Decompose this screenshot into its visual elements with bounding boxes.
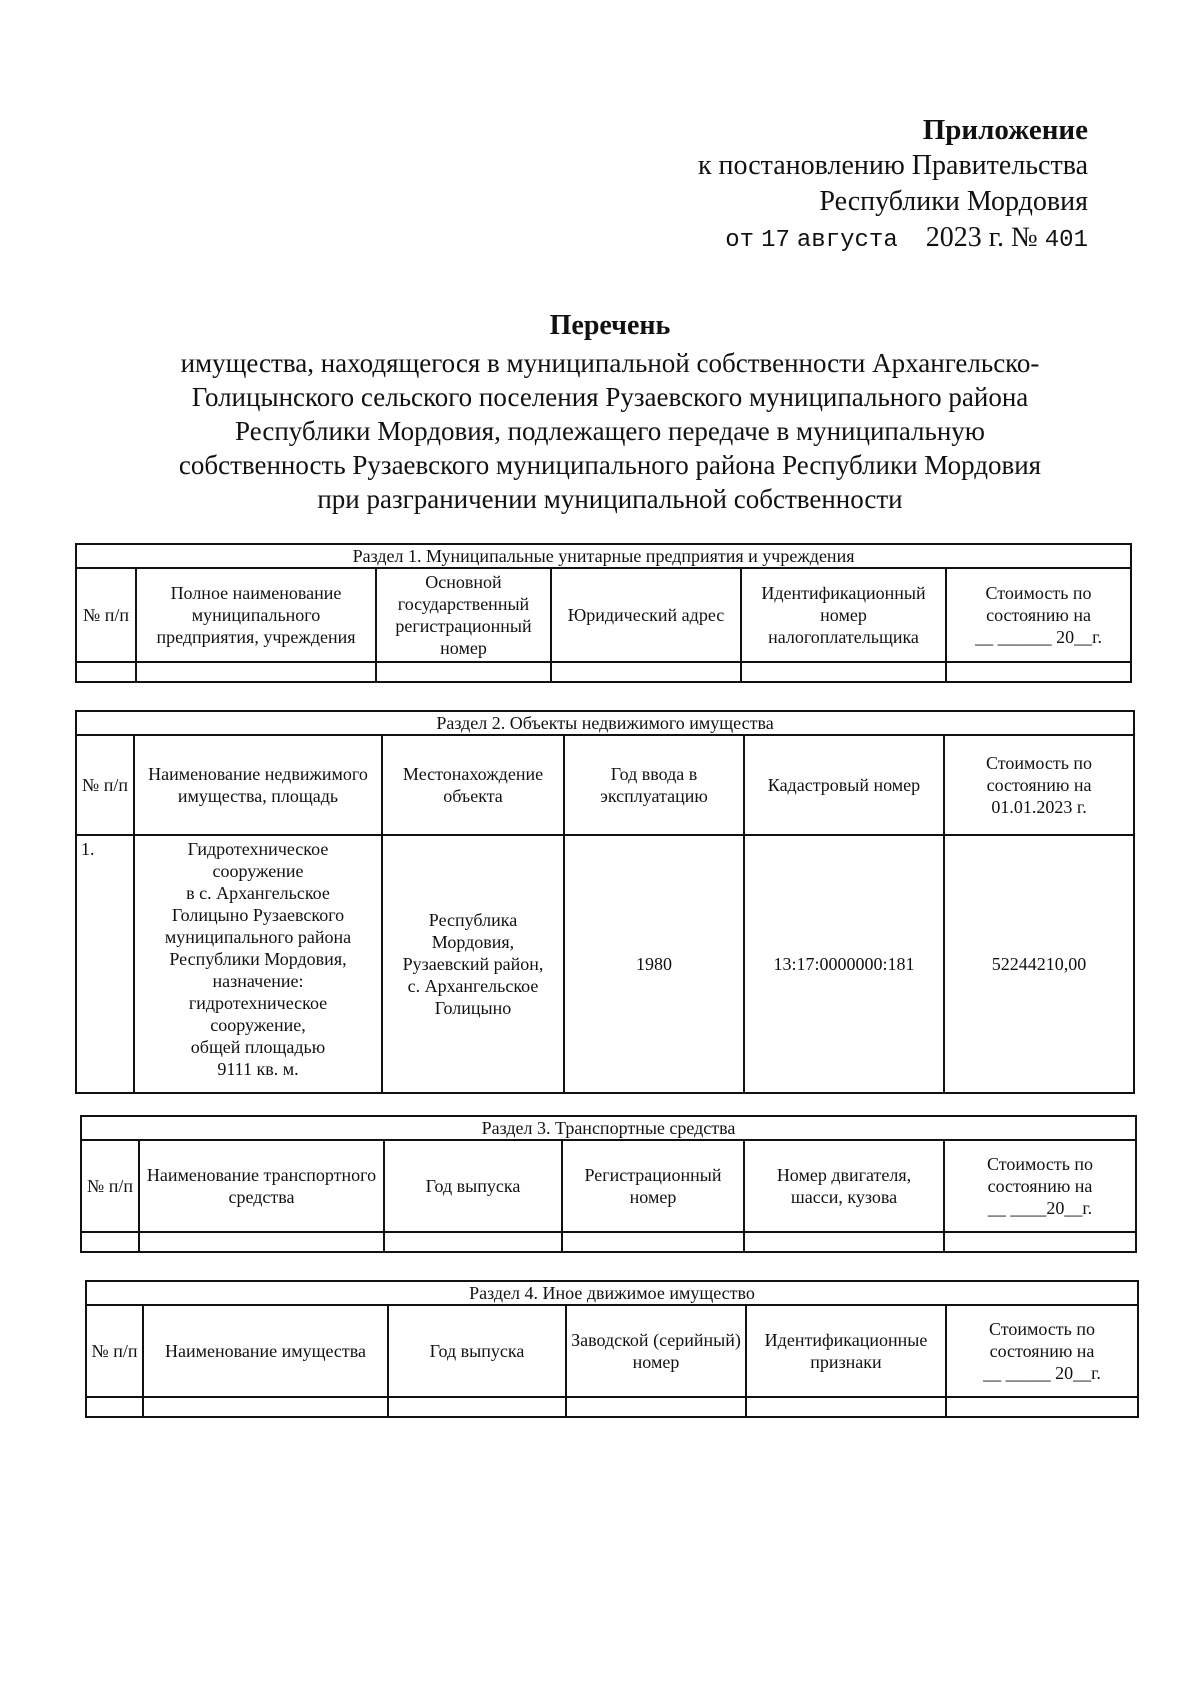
document-title: Перечень (549, 310, 671, 341)
header-cell: № п/п (76, 735, 134, 835)
header-cell: Год выпуска (388, 1305, 566, 1397)
name-line: Гидротехническое (187, 839, 329, 859)
section-2-table (75, 710, 1135, 1094)
header-cell-cost (946, 1305, 1138, 1397)
empty-cell (566, 1397, 746, 1417)
location-line: Рузаевский район, (402, 954, 544, 974)
empty-cell (944, 1232, 1136, 1252)
row-number: 1. (76, 835, 134, 1093)
section-2-title: Раздел 2. Объекты недвижимого имущества (76, 711, 1134, 735)
section-4-title: Раздел 4. Иное движимое имущество (86, 1281, 1138, 1305)
document-heading (110, 308, 1110, 516)
subtitle-line: при разграничении муниципальной собственности (317, 484, 903, 514)
header-cell: Местонахождение объекта (382, 735, 564, 835)
cost-date: __ ____20__г. (987, 1198, 1093, 1218)
header-cell: Стоимость по состоянию на 01.01.2023 г. (944, 735, 1134, 835)
subtitle-line: собственность Рузаевского муниципального района Республики Мордовия (178, 450, 1042, 480)
header-cell: № п/п (81, 1140, 139, 1232)
location-line: с. Архангельское (407, 976, 539, 996)
property-cost: 52244210,00 (944, 835, 1134, 1093)
header-cell: Основной государственный регистрационный номер (376, 568, 551, 662)
empty-cell (388, 1397, 566, 1417)
header-cell: № п/п (86, 1305, 143, 1397)
property-name (134, 835, 382, 1093)
header-cell: № п/п (76, 568, 136, 662)
section-1-table (75, 543, 1132, 683)
appendix-block (698, 112, 1088, 259)
name-line: сооружение (212, 861, 304, 881)
empty-cell (139, 1232, 384, 1252)
date-prefix: от (725, 227, 755, 254)
empty-cell (143, 1397, 388, 1417)
date-month: августа (796, 227, 898, 254)
section-1-title: Раздел 1. Муниципальные унитарные предприятия и учреждения (76, 544, 1131, 568)
name-line: гидротехническое (188, 993, 328, 1013)
section-4-table (85, 1280, 1139, 1418)
section-3-table (80, 1115, 1137, 1253)
header-cell: Полное наименование муниципального предприятия, учреждения (136, 568, 376, 662)
header-cell: Наименование недвижимого имущества, площадь (134, 735, 382, 835)
location-line: Голицыно (434, 998, 512, 1018)
header-cell: Год выпуска (384, 1140, 562, 1232)
location-line: Мордовия, (431, 932, 515, 952)
name-line: сооружение, (210, 1015, 306, 1035)
cadastral-number: 13:17:0000000:181 (744, 835, 944, 1093)
appendix-title: Приложение (922, 114, 1088, 146)
name-line: муниципального района (164, 927, 352, 947)
header-cell-cost (946, 568, 1131, 662)
empty-cell (741, 662, 946, 682)
document-subtitle (110, 346, 1110, 516)
appendix-date-line (698, 220, 1088, 259)
header-cell: Год ввода в эксплуатацию (564, 735, 744, 835)
cost-date: __ ______ 20__г. (975, 627, 1102, 647)
name-line: 9111 кв. м. (217, 1059, 299, 1079)
empty-cell (384, 1232, 562, 1252)
empty-cell (76, 662, 136, 682)
header-cell: Заводской (серийный) номер (566, 1305, 746, 1397)
cost-label: Стоимость по состоянию на (985, 583, 1092, 625)
empty-cell (551, 662, 741, 682)
appendix-line-2: Республики Мордовия (819, 186, 1088, 217)
empty-cell (746, 1397, 946, 1417)
header-cell: Идентификационный номер налогоплательщика (741, 568, 946, 662)
commission-year: 1980 (564, 835, 744, 1093)
appendix-line-1: к постановлению Правительства (697, 150, 1088, 181)
header-cell: Наименование транспортного средства (139, 1140, 384, 1232)
subtitle-line: Республики Мордовия, подлежащего передаче в муниципальную (235, 416, 985, 446)
cost-label: Стоимость по состоянию на (988, 1319, 1096, 1361)
header-cell: Юридический адрес (551, 568, 741, 662)
header-cell: Идентификационные признаки (746, 1305, 946, 1397)
name-line: Голицыно Рузаевского (171, 905, 345, 925)
empty-cell (136, 662, 376, 682)
header-cell: Наименование имущества (143, 1305, 388, 1397)
empty-cell (376, 662, 551, 682)
name-line: назначение: (212, 971, 304, 991)
date-year: 2023 г. № (925, 222, 1038, 253)
subtitle-line: Голицынского сельского поселения Рузаевского муниципального района (191, 382, 1029, 412)
header-cell-cost (944, 1140, 1136, 1232)
empty-cell (946, 1397, 1138, 1417)
header-cell: Кадастровый номер (744, 735, 944, 835)
empty-cell (562, 1232, 744, 1252)
decree-number: 401 (1044, 227, 1088, 254)
name-line: общей площадью (190, 1037, 326, 1057)
section-3-title: Раздел 3. Транспортные средства (81, 1116, 1136, 1140)
header-cell: Регистрационный номер (562, 1140, 744, 1232)
name-line: в с. Архангельское (186, 883, 330, 903)
header-cell: Номер двигателя, шасси, кузова (744, 1140, 944, 1232)
empty-cell (86, 1397, 143, 1417)
date-day: 17 (761, 227, 790, 254)
name-line: Республики Мордовия, (169, 949, 347, 969)
location-line: Республика (428, 910, 518, 930)
property-location (382, 835, 564, 1093)
empty-cell (946, 662, 1131, 682)
cost-date: __ _____ 20__г. (983, 1363, 1101, 1383)
empty-cell (81, 1232, 139, 1252)
table-row (76, 835, 1134, 1093)
subtitle-line: имущества, находящегося в муниципальной собственности Архангельско- (180, 348, 1040, 378)
cost-label: Стоимость по состоянию на (986, 1154, 1094, 1196)
empty-cell (744, 1232, 944, 1252)
